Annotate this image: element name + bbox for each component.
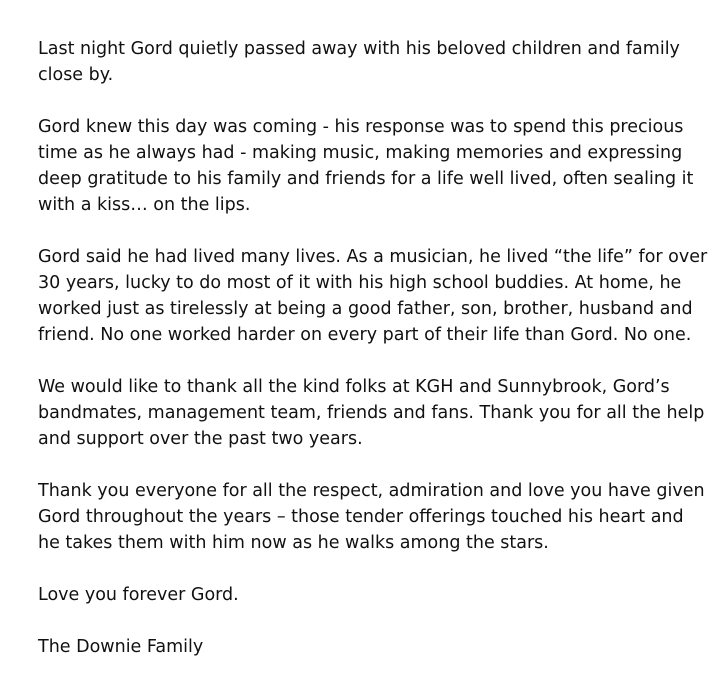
text-line: Gord said he had lived many lives. As a musician, he lived “the life” for over xyxy=(38,247,708,267)
text-line: bandmates, management team, friends and fans. Thank you for all the help xyxy=(38,403,705,423)
text-line: friend. No one worked harder on every part of their life than Gord. No one. xyxy=(38,325,692,345)
text-line: close by. xyxy=(38,65,114,85)
text-line: Last night Gord quietly passed away with his beloved children and family xyxy=(38,39,680,59)
text-line: with a kiss… on the lips. xyxy=(38,195,251,215)
text-line: deep gratitude to his family and friends for a life well lived, often sealing it xyxy=(38,169,694,189)
text-line: time as he always had - making music, making memories and expressing xyxy=(38,143,683,163)
text-line: worked just as tirelessly at being a good father, son, brother, husband and xyxy=(38,299,693,319)
text-line: Love you forever Gord. xyxy=(38,585,239,605)
signature xyxy=(38,634,698,660)
text-line: Gord throughout the years – those tender offerings touched his heart and xyxy=(38,507,684,527)
letter-body xyxy=(38,36,708,660)
paragraph-knew-day-coming xyxy=(38,114,698,218)
text-line: and support over the past two years. xyxy=(38,429,363,449)
paragraph-thanks-kgh xyxy=(38,374,705,452)
text-line: We would like to thank all the kind folks at KGH and Sunnybrook, Gord’s xyxy=(38,377,670,397)
paragraph-opening xyxy=(38,36,698,88)
paragraph-closing xyxy=(38,582,698,608)
text-line: he takes them with him now as he walks among the stars. xyxy=(38,533,549,553)
text-line: Thank you everyone for all the respect, admiration and love you have given xyxy=(38,481,705,501)
text-line: The Downie Family xyxy=(38,637,204,657)
paragraph-thank-everyone xyxy=(38,478,705,556)
text-line: Gord knew this day was coming - his response was to spend this precious xyxy=(38,117,684,137)
text-line: 30 years, lucky to do most of it with his high school buddies. At home, he xyxy=(38,273,682,293)
paragraph-many-lives xyxy=(38,244,708,348)
